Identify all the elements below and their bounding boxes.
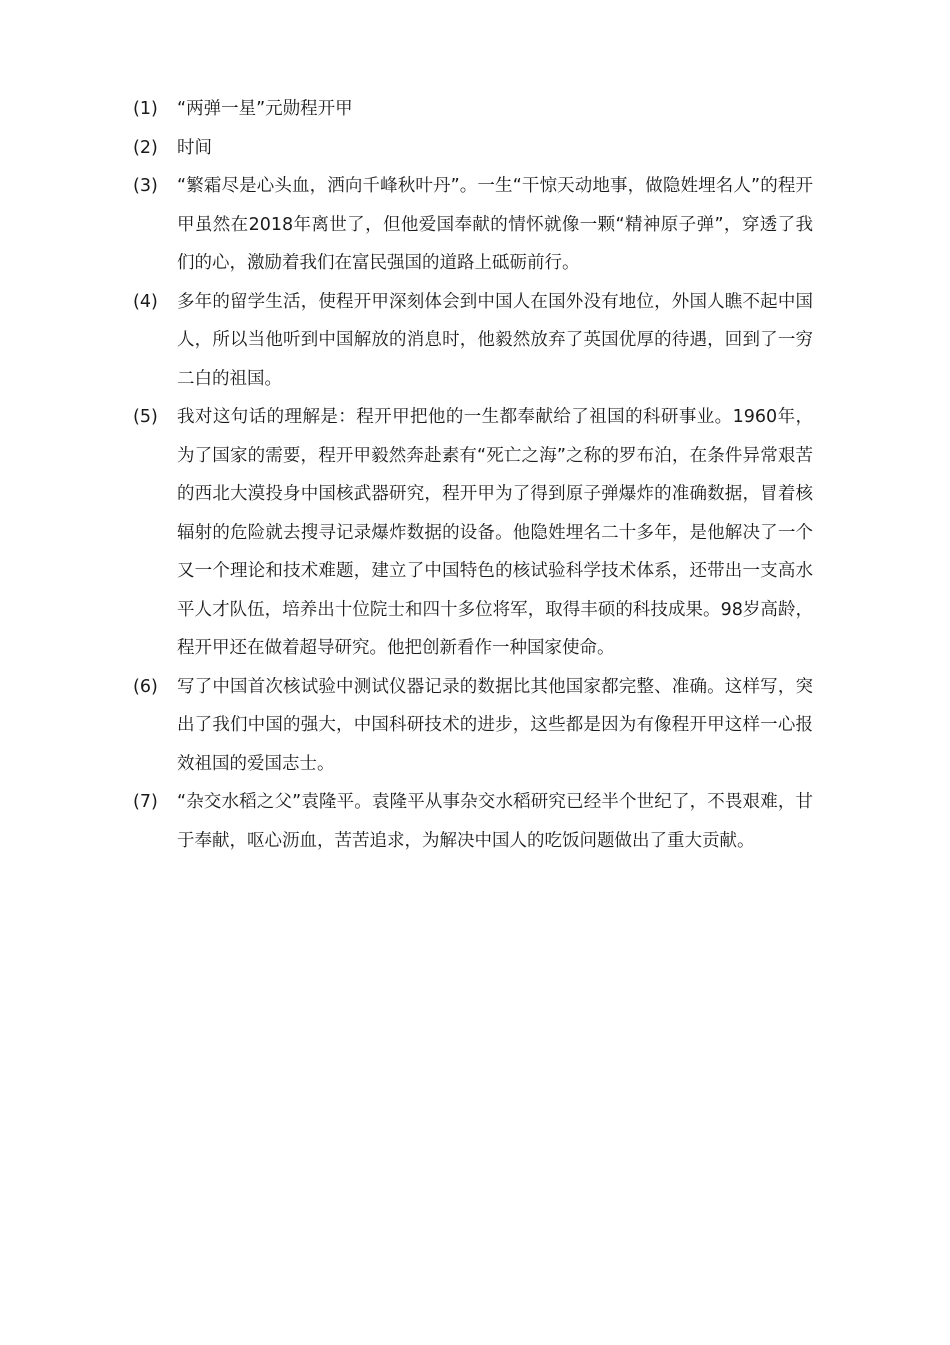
- answer-item-2: [133, 129, 813, 168]
- answer-item-7: [133, 783, 813, 860]
- answer-item-6: [133, 668, 813, 784]
- answer-text: 时间: [177, 137, 212, 158]
- answer-text: “两弹一星”元勋程开甲: [177, 99, 353, 119]
- answer-item-5: [133, 398, 813, 668]
- answer-number: (6): [133, 676, 158, 697]
- answer-text: “繁霜尽是心头血，洒向千峰秋叶丹”。一生“干惊天动地事，做隐姓埋名人”的程开甲虽然在2018年离世了，但他爱国奉献的情怀就像一颗“精神原子弹”，穿透了我们的心，激励着我们在富民强国的道路上砥砺前行。: [177, 176, 813, 273]
- answer-text: “杂交水稻之父”袁隆平。袁隆平从事杂交水稻研究已经半个世纪了，不畏艰难，甘于奉献，呕心沥血，苦苦追求，为解决中国人的吃饭问题做出了重大贡献。: [177, 792, 813, 851]
- answer-item-3: [133, 167, 813, 283]
- answer-number: (4): [133, 291, 158, 312]
- answer-number: (5): [133, 407, 158, 427]
- answer-text: 写了中国首次核试验中测试仪器记录的数据比其他国家都完整、准确。这样写，突出了我们中国的强大，中国科研技术的进步，这些都是因为有像程开甲这样一心报效祖国的爱国志士。: [177, 676, 813, 774]
- answer-item-4: [133, 283, 813, 399]
- answer-item-1: [133, 90, 813, 129]
- answer-number: (2): [133, 137, 158, 158]
- answer-number: (3): [133, 176, 158, 196]
- answer-number: (7): [133, 792, 158, 812]
- answer-text: 多年的留学生活，使程开甲深刻体会到中国人在国外没有地位，外国人瞧不起中国人，所以当他听到中国解放的消息时，他毅然放弃了英国优厚的待遇，回到了一穷二白的祖国。: [177, 291, 813, 389]
- answer-number: (1): [133, 99, 158, 119]
- answer-text: 我对这句话的理解是：程开甲把他的一生都奉献给了祖国的科研事业。1960年，为了国家的需要，程开甲毅然奔赴素有“死亡之海”之称的罗布泊，在条件异常艰苦的西北大漠投身中国核武器研究，程开甲为了得到原子弹爆炸的准确数据，冒着核辐射的危险就去搜寻记录爆炸数据的设备。他隐姓埋名二十多年，是他解决了一个又一个理论和技术难题，建立了中国特色的核试验科学技术体系，还带出一支高水平人才队伍，培养出十位院士和四十多位将军，取得丰硕的科技成果。98岁高龄，程开甲还在做着超导研究。他把创新看作一种国家使命。: [177, 407, 813, 658]
- answer-list: [133, 90, 813, 860]
